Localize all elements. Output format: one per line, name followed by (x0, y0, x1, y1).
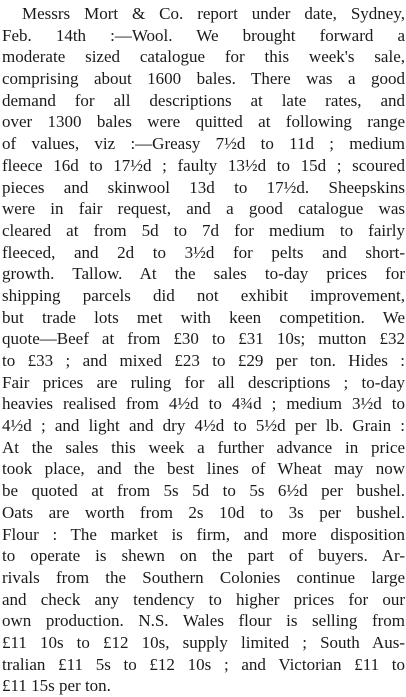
article-line-6: over 1300 bales were quitted at following range (2, 112, 405, 132)
article-line-18: Fair prices are ruling for all descriptions ; to-day (2, 372, 405, 392)
article-line-32: £11 15s per ton. (2, 676, 111, 696)
article-line-20: 4½d ; and light and dry 4½d to 5½d per lb. Grain : (2, 416, 405, 436)
article-line-29: own production. N.S. Wales flour is selling from (2, 611, 405, 631)
article-line-13: growth. Tallow. At the sales to-day prices for (2, 264, 405, 284)
article-line-7: of values, viz :—Greasy 7½d to 11d ; medium (2, 134, 405, 154)
article-line-10: were in fair request, and a good catalogue was (2, 199, 405, 219)
article-line-15: but trade lots met with keen competition. We (2, 307, 405, 327)
article-line-25: Flour : The market is firm, and more disposition (2, 524, 405, 544)
article-line-26: to operate is shewn on the part of buyers. Ar- (2, 546, 405, 566)
article-line-24: Oats are worth from 2s 10d to 3s per bushel. (2, 502, 405, 522)
article-line-3: moderate sized catalogue for this week's sale, (2, 47, 405, 67)
article-line-11: cleared at from 5d to 7d for medium to fairly (2, 220, 405, 240)
article-line-5: demand for all descriptions at late rates, and (2, 90, 405, 110)
article-line-2: Feb. 14th :—Wool. We brought forward a (2, 25, 405, 45)
article-line-14: shipping parcels did not exhibit improvement, (2, 285, 405, 305)
article-line-19: heavies realised from 4½d to 4¾d ; medium 3½d to (2, 394, 405, 414)
article-line-9: pieces and skinwool 13d to 17½d. Sheepskins (2, 177, 405, 197)
article-line-30: £11 10s to £12 10s, supply limited ; South Aus- (2, 632, 405, 652)
news-article (0, 3, 406, 696)
article-line-31: tralian £11 5s to £12 10s ; and Victorian £11 to (2, 654, 405, 674)
article-line-21: At the sales this week a further advance in price (2, 437, 405, 457)
article-line-17: to £33 ; and mixed £23 to £29 per ton. Hides : (2, 351, 405, 370)
article-line-1: Messrs Mort & Co. report under date, Sydney, (22, 4, 405, 23)
article-line-23: be quoted at from 5s 5d to 5s 6½d per bushel. (2, 481, 405, 501)
article-line-12: fleeced, and 2d to 3½d for pelts and short- (2, 242, 405, 262)
article-line-4: comprising about 1600 bales. There was a good (2, 69, 405, 89)
article-line-16: quote—Beef at from £30 to £31 10s; mutton £32 (2, 329, 405, 349)
article-line-8: fleece 16d to 17½d ; faulty 13½d to 15d ; scoured (2, 155, 405, 175)
article-line-28: and check any tendency to higher prices for our (2, 589, 405, 609)
article-line-27: rivals from the Southern Colonies continue large (2, 567, 405, 587)
article-line-22: took place, and the best lines of Wheat may now (2, 459, 405, 479)
